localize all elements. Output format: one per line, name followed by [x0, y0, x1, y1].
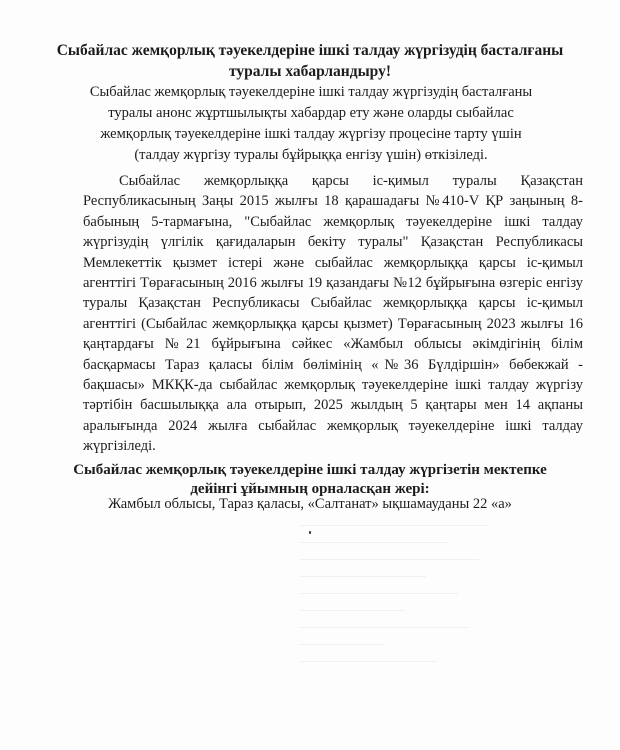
- document-title: Сыбайлас жемқорлық тәуекелдеріне ішкі талдау жүргізудің басталғаны туралы хабарландыру!: [56, 42, 564, 80]
- location-address: Жамбыл облысы, Тараз қаласы, «Салтанат» ықшамауданы 22 «а»: [108, 496, 512, 512]
- reverse-side-bleed: [300, 525, 510, 705]
- body-paragraph: Сыбайлас жемқорлыққа қарсы іс-қимыл туралы Қазақстан Республикасының Заңы 2015 жылғы 18 қарашадағы №410-V ҚР заңының 8-бабының 5-тармағына, "Сыбайлас жемқорлық тәуекелдеріне ішкі талдау жүргізудің үлгілік қағидаларын бекіту туралы" Қазақстан Республикасы Мемлекеттік қызмет істері және сыбайлас жемқорлыққа қарсы іс-қимыл агенттігі Төрағасының 2016 жылғы 19 қазандағы №12 бұйрығына өзгеріс енгізу туралы Қазақстан Республикасы Сыбайлас жемқорлыққа қарсы іс-қимыл агенттігі (Сыбайлас жемқорлыққа қарсы қызмет) Төрағасының 2023 жылғы 16 қаңтардағы №21 бұйрығына сәйкес «Жамбыл облысы әкімдігінің білім басқармасы Тараз қаласы білім бөлімінің «№36 Бүлдіршін» бөбекжай - бақшасы» МКҚК-да сыбайлас жемқорлық тәуекелдеріне ішкі талдау жүргізу тәртібін басшылыққа ала отырып, 2025 жылдың 5 қаңтары мен 14 ақпаны аралығында 2024 жылға сыбайлас жемқорлық тәуекелдеріне ішкі талдау жүргізіледі.: [83, 173, 583, 455]
- intro-paragraph: Сыбайлас жемқорлық тәуекелдеріне ішкі талдау жүргізудің басталғаны туралы анонс жұртшылықты хабардар ету және оларды сыбайлас жемқорлық тәуекелдеріне ішкі талдау жүргізу процесіне тарту үшін (талдау жүргізу туралы бұйрыққа енгізу үшін) өткізіледі.: [89, 84, 533, 163]
- location-heading: Сыбайлас жемқорлық тәуекелдеріне ішкі талдау жүргізетін мектепке дейінгі ұйымның орналасқан жері:: [73, 462, 547, 497]
